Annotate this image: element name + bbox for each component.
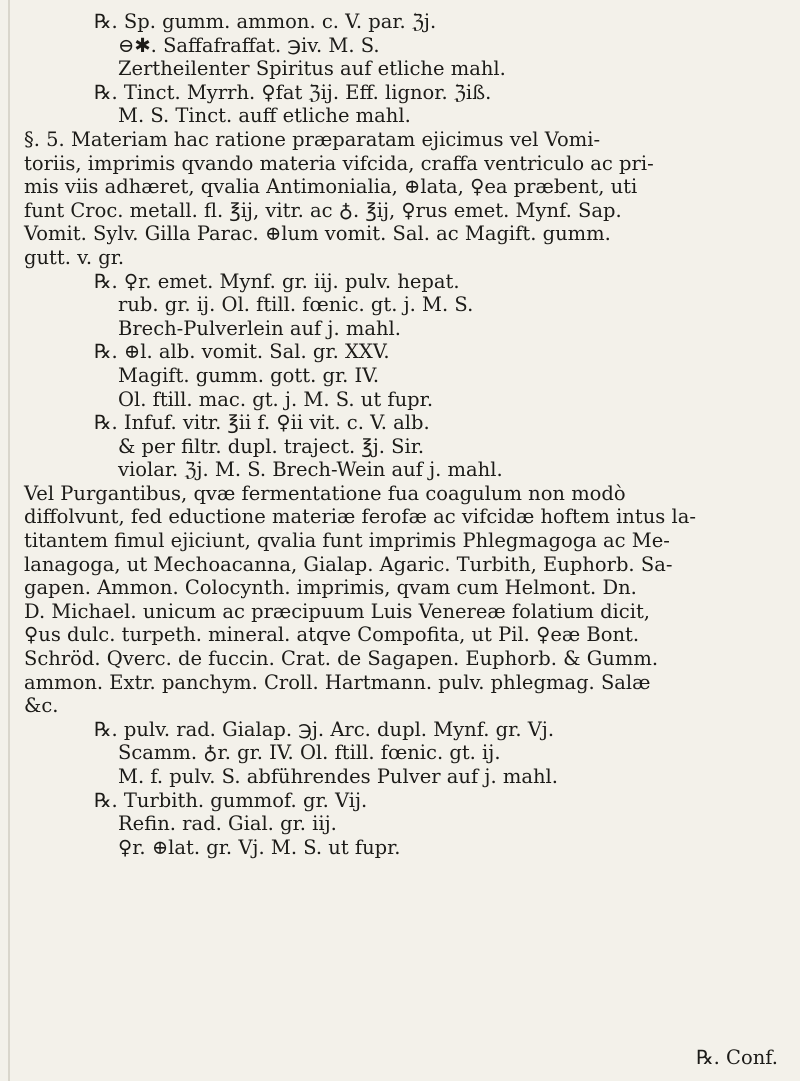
- text-line: ♀r. ⊕lat. gr. Vj. M. S. ut fupr.: [118, 835, 401, 859]
- text-line: ℞. Infuf. vitr. ℥ii f. ♀ii vit. c. V. alb.: [94, 411, 430, 435]
- text-line: rub. gr. ij. Ol. ftill. fœnic. gt. j. M. S.: [118, 293, 474, 317]
- text-line: lanagoga, ut Mechoacanna, Gialap. Agaric. Turbith, Euphorb. Sa-: [24, 552, 673, 576]
- text-line: ♀us dulc. turpeth. mineral. atqve Compofita, ut Pil. ♀eæ Bont.: [24, 623, 640, 647]
- text-line: Brech-Pulverlein auf j. mahl.: [118, 316, 401, 340]
- text-line: & per filtr. dupl. traject. ℥j. Sir.: [118, 434, 425, 458]
- text-line: §. 5. Materiam hac ratione præparatam ejicimus vel Vomi-: [24, 127, 601, 151]
- text-line: ⊖✱. Saffafraffat. ℈iv. M. S.: [118, 33, 380, 57]
- text-line: Scamm. ♁r. gr. IV. Ol. ftill. fœnic. gt. ij.: [118, 741, 501, 765]
- text-line: M. S. Tinct. auff etliche mahl.: [118, 104, 411, 128]
- text-line: Refin. rad. Gial. gr. iij.: [118, 812, 337, 836]
- text-line: M. f. pulv. S. abführendes Pulver auf j. mahl.: [118, 765, 558, 788]
- text-line: D. Michael. unicum ac præcipuum Luis Venereæ folatium dicit,: [24, 599, 650, 623]
- text-line: gapen. Ammon. Colocynth. imprimis, qvam cum Helmont. Dn.: [24, 576, 637, 600]
- text-line: &c.: [24, 694, 59, 718]
- text-line: toriis, imprimis qvando materia vifcida, craffa ventriculo ac pri-: [24, 151, 654, 175]
- text-line: funt Croc. metall. fl. ℥ij, vitr. ac ♁. ℥ij, ♀rus emet. Mynf. Sap.: [24, 198, 622, 222]
- text-line: Schröd. Qverc. de fuccin. Crat. de Sagapen. Euphorb. & Gumm.: [24, 647, 659, 671]
- text-line: ℞. Tinct. Myrrh. ♀fat ℨij. Eff. lignor. ℨiß.: [94, 80, 492, 104]
- text-line: ℞. pulv. rad. Gialap. ℈j. Arc. dupl. Mynf. gr. Vj.: [94, 717, 555, 741]
- catchword: ℞. Conf.: [696, 1046, 778, 1069]
- text-line: ammon. Extr. panchym. Croll. Hartmann. pulv. phlegmag. Salæ: [24, 670, 651, 694]
- text-line: violar. ℨj. M. S. Brech-Wein auf j. mahl.: [118, 458, 503, 482]
- text-line: ℞. ♀r. emet. Mynf. gr. iij. pulv. hepat.: [94, 269, 460, 293]
- text-line: ℞. Turbith. gummof. gr. Vij.: [94, 788, 368, 812]
- text-line: Magift. gumm. gott. gr. IV.: [118, 363, 380, 387]
- text-line: ℞. Sp. gumm. ammon. c. V. par. ℨj.: [94, 10, 437, 33]
- text-line: mis viis adhæret, qvalia Antimonialia, ⊕lata, ♀ea præbent, uti: [24, 175, 638, 199]
- text-line: Vel Purgantibus, qvæ fermentatione fua coagulum non modò: [24, 481, 626, 505]
- text-line: gutt. v. gr.: [24, 245, 125, 269]
- text-line: Vomit. Sylv. Gilla Parac. ⊕lum vomit. Sal. ac Magift. gumm.: [24, 222, 611, 246]
- text-block: [24, 10, 784, 859]
- text-line: Ol. ftill. mac. gt. j. M. S. ut fupr.: [118, 387, 434, 411]
- text-line: ℞. ⊕l. alb. vomit. Sal. gr. XXV.: [94, 340, 390, 364]
- text-line: diffolvunt, fed eductione materiæ ferofæ ac vifcidæ hoftem intus la-: [24, 505, 696, 529]
- text-line: titantem fimul ejiciunt, qvalia funt imprimis Phlegmagoga ac Me-: [24, 529, 670, 553]
- text-line: Zertheilenter Spiritus auf etliche mahl.: [118, 57, 506, 81]
